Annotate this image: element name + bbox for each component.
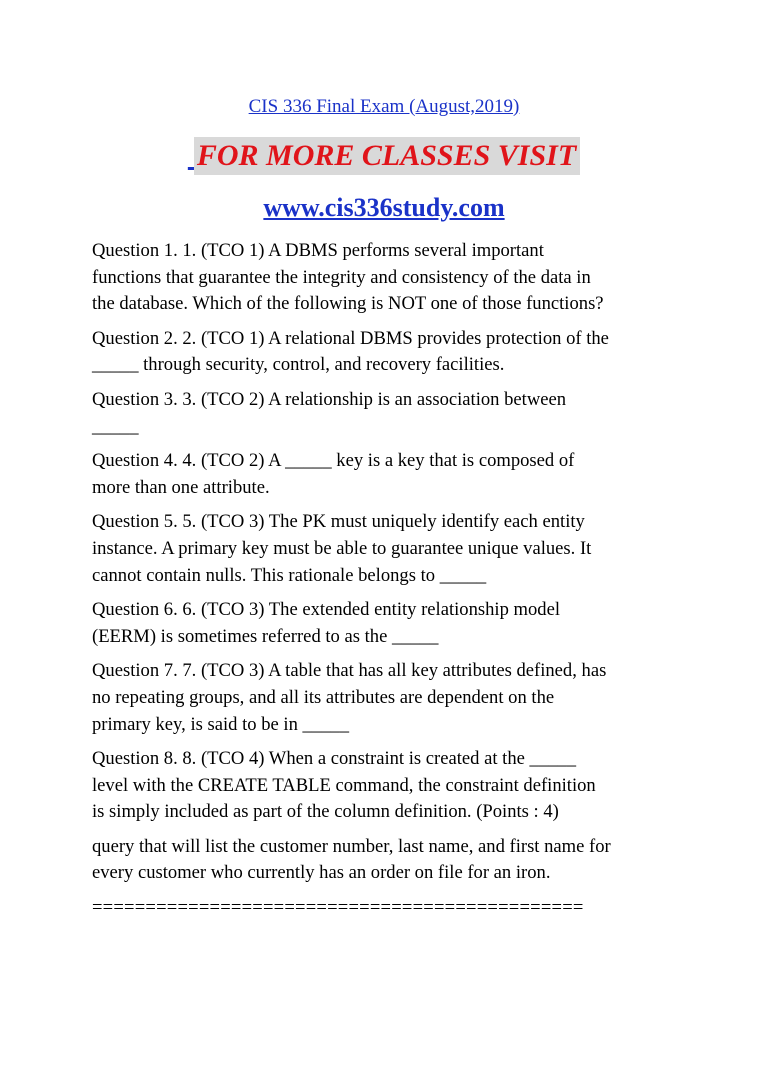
question-paragraph: Question 8. 8. (TCO 4) When a constraint is created at the _____ level with the CREATE TABLE command, the constraint definition is simply included as part of the column definition. (Points : 4)	[92, 748, 596, 823]
question-paragraph: Question 5. 5. (TCO 3) The PK must uniquely identify each entity instance. A primary key must be able to guarantee unique values. It cannot contain nulls. This rationale belongs to _____	[92, 511, 592, 586]
document-title	[0, 95, 768, 119]
question-paragraph: Question 4. 4. (TCO 2) A _____ key is a key that is composed of more than one attribute.	[92, 450, 575, 498]
question-paragraph: Question 1. 1. (TCO 1) A DBMS performs several important functions that guarantee the integrity and consistency of the data in the database. Which of the following is NOT one of those functions?	[92, 240, 604, 315]
website-link[interactable]: www.cis336study.com	[263, 193, 505, 222]
question-paragraph: Question 7. 7. (TCO 3) A table that has all key attributes defined, has no repeating groups, and all its attributes are dependent on the primary key, is said to be in _____	[92, 660, 607, 735]
questions-body	[92, 238, 682, 922]
promo-banner	[0, 137, 768, 175]
question-paragraph: Question 2. 2. (TCO 1) A relational DBMS provides protection of the _____ through security, control, and recovery facilities.	[92, 327, 609, 376]
website-heading	[0, 192, 768, 224]
query-paragraph: query that will list the customer number, last name, and first name for every customer who currently has an order on file for an iron.	[92, 835, 611, 884]
promo-text: FOR MORE CLASSES VISIT	[194, 137, 580, 175]
question-paragraph: Question 6. 6. (TCO 3) The extended entity relationship model (EERM) is sometimes referred to as the _____	[92, 599, 561, 647]
equals-divider: ==============================================	[92, 897, 584, 919]
question-paragraph: Question 3. 3. (TCO 2) A relationship is an association between _____	[92, 388, 567, 437]
document-title-link[interactable]: CIS 336 Final Exam (August,2019)	[248, 96, 520, 117]
